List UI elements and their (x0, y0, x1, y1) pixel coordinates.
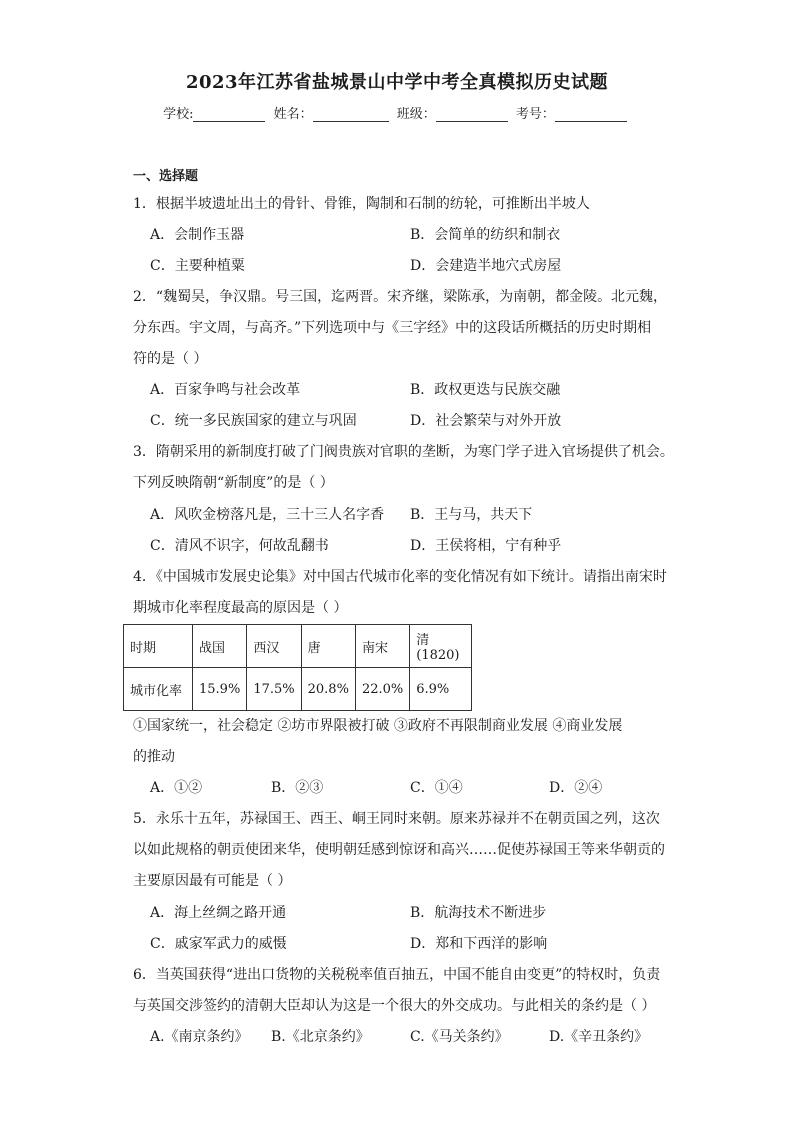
table-cell: 时期 (124, 625, 193, 668)
q1-stem: 1．根据半坡遗址出土的骨针、骨锥，陶制和石制的纺轮，可推断出半坡人 (133, 196, 590, 212)
table-cell: 西汉 (247, 625, 301, 668)
exam-no-blank[interactable] (555, 108, 627, 122)
q5-option-c: C．戚家军武力的威慑 (150, 936, 287, 952)
q2-stem-line3: 符的是（ ） (133, 351, 208, 367)
school-blank[interactable] (193, 108, 265, 122)
table-cell: 唐 (301, 625, 355, 668)
q1-option-b: B．会简单的纺织和制衣 (410, 227, 561, 243)
table-cell: 6.9% (410, 668, 472, 711)
table-cell: 战国 (193, 625, 247, 668)
q6-option-d: D.《辛丑条约》 (549, 1029, 649, 1045)
table-cell: 22.0% (355, 668, 409, 711)
q4-statements-line1: ①国家统一，社会稳定 ②坊市界限被打破 ③政府不再限制商业发展 ④商业发展 (133, 718, 623, 734)
q6-option-a: A.《南京条约》 (150, 1029, 249, 1045)
q5-stem-line1: 5．永乐十五年，苏禄国王、西王、峒王同时来朝。原来苏禄并不在朝贡国之列，这次 (133, 811, 660, 827)
q3-option-b: B．王与马，共天下 (410, 507, 533, 523)
q4-option-a: A．①② (150, 780, 203, 796)
q6-option-c: C.《马关条约》 (410, 1029, 509, 1045)
table-cell: 15.9% (193, 668, 247, 711)
q3-option-c: C．清风不识字，何故乱翻书 (150, 538, 329, 554)
page-title: 2023年江苏省盐城景山中学中考全真模拟历史试题 (185, 72, 609, 93)
q1-option-d: D．会建造半地穴式房屋 (410, 258, 562, 274)
q5-stem-line3: 主要原因最有可能是（ ） (133, 873, 292, 889)
class-blank[interactable] (436, 108, 508, 122)
q3-stem-line1: 3．隋朝采用的新制度打破了门阀贵族对官职的垄断，为寒门学子进入官场提供了机会。 (133, 444, 674, 460)
q4-option-d: D．②④ (549, 780, 603, 796)
q6-option-b: B.《北京条约》 (271, 1029, 370, 1045)
q5-option-d: D．郑和下西洋的影响 (410, 936, 548, 952)
section-heading: 一、选择题 (133, 169, 199, 184)
q2-option-a: A．百家争鸣与社会改革 (150, 382, 301, 398)
q3-option-a: A．风吹金榜落凡是，三十三人名字香 (150, 507, 385, 523)
table-cell: 17.5% (247, 668, 301, 711)
q4-option-c: C．①④ (410, 780, 463, 796)
q2-option-d: D．社会繁荣与对外开放 (410, 413, 562, 429)
table-cell: 清(1820) (410, 625, 472, 668)
table-cell: 20.8% (301, 668, 355, 711)
q2-stem-line1: 2．“魏蜀吴，争汉鼎。号三国，迄两晋。宋齐继，梁陈承，为南朝，都金陵。北元魏， (133, 289, 668, 305)
urbanization-table (123, 624, 472, 711)
q3-option-d: D．王侯将相，宁有种乎 (410, 538, 562, 554)
q3-stem-line2: 下列反映隋朝“新制度”的是（ ） (133, 475, 334, 491)
q5-option-a: A．海上丝绸之路开通 (150, 905, 287, 921)
q1-option-a: A．会制作玉器 (150, 227, 245, 243)
name-blank[interactable] (313, 108, 389, 122)
q2-option-b: B．政权更迭与民族交融 (410, 382, 561, 398)
table-row (124, 668, 472, 711)
exam-no-label: 考号： (515, 107, 555, 122)
table-cell: 南宋 (355, 625, 409, 668)
q4-stem-line2: 期城市化率程度最高的原因是（ ） (133, 600, 348, 616)
table-row (124, 625, 472, 668)
q2-option-c: C．统一多民族国家的建立与巩固 (150, 413, 357, 429)
q1-option-c: C．主要种植粟 (150, 258, 245, 274)
q5-stem-line2: 以如此规格的朝贡使团来华，使明朝廷感到惊讶和高兴……促使苏禄国王等来华朝贡的 (133, 842, 665, 858)
q4-statements-line2: 的推动 (133, 749, 175, 765)
table-cell: 城市化率 (124, 668, 193, 711)
q4-option-b: B．②③ (271, 780, 324, 796)
q6-stem-line2: 与英国交涉签约的清朝大臣却认为这是一个很大的外交成功。与此相关的条约是（ ） (133, 998, 656, 1014)
school-label: 学校: (163, 107, 194, 122)
q2-stem-line2: 分东西。宇文周，与高齐。”下列选项中与《三字经》中的这段话所概括的历史时期相 (133, 320, 652, 336)
q4-stem-line1: 4．《中国城市发展史论集》对中国古代城市化率的变化情况有如下统计。请指出南宋时 (133, 569, 667, 585)
q5-option-b: B．航海技术不断进步 (410, 905, 547, 921)
name-label: 姓名： (273, 107, 313, 122)
student-info-line (0, 103, 794, 122)
q6-stem-line1: 6．当英国获得“进出口货物的关税税率值百抽五，中国不能自由变更”的特权时，负责 (133, 967, 661, 983)
class-label: 班级： (396, 107, 436, 122)
